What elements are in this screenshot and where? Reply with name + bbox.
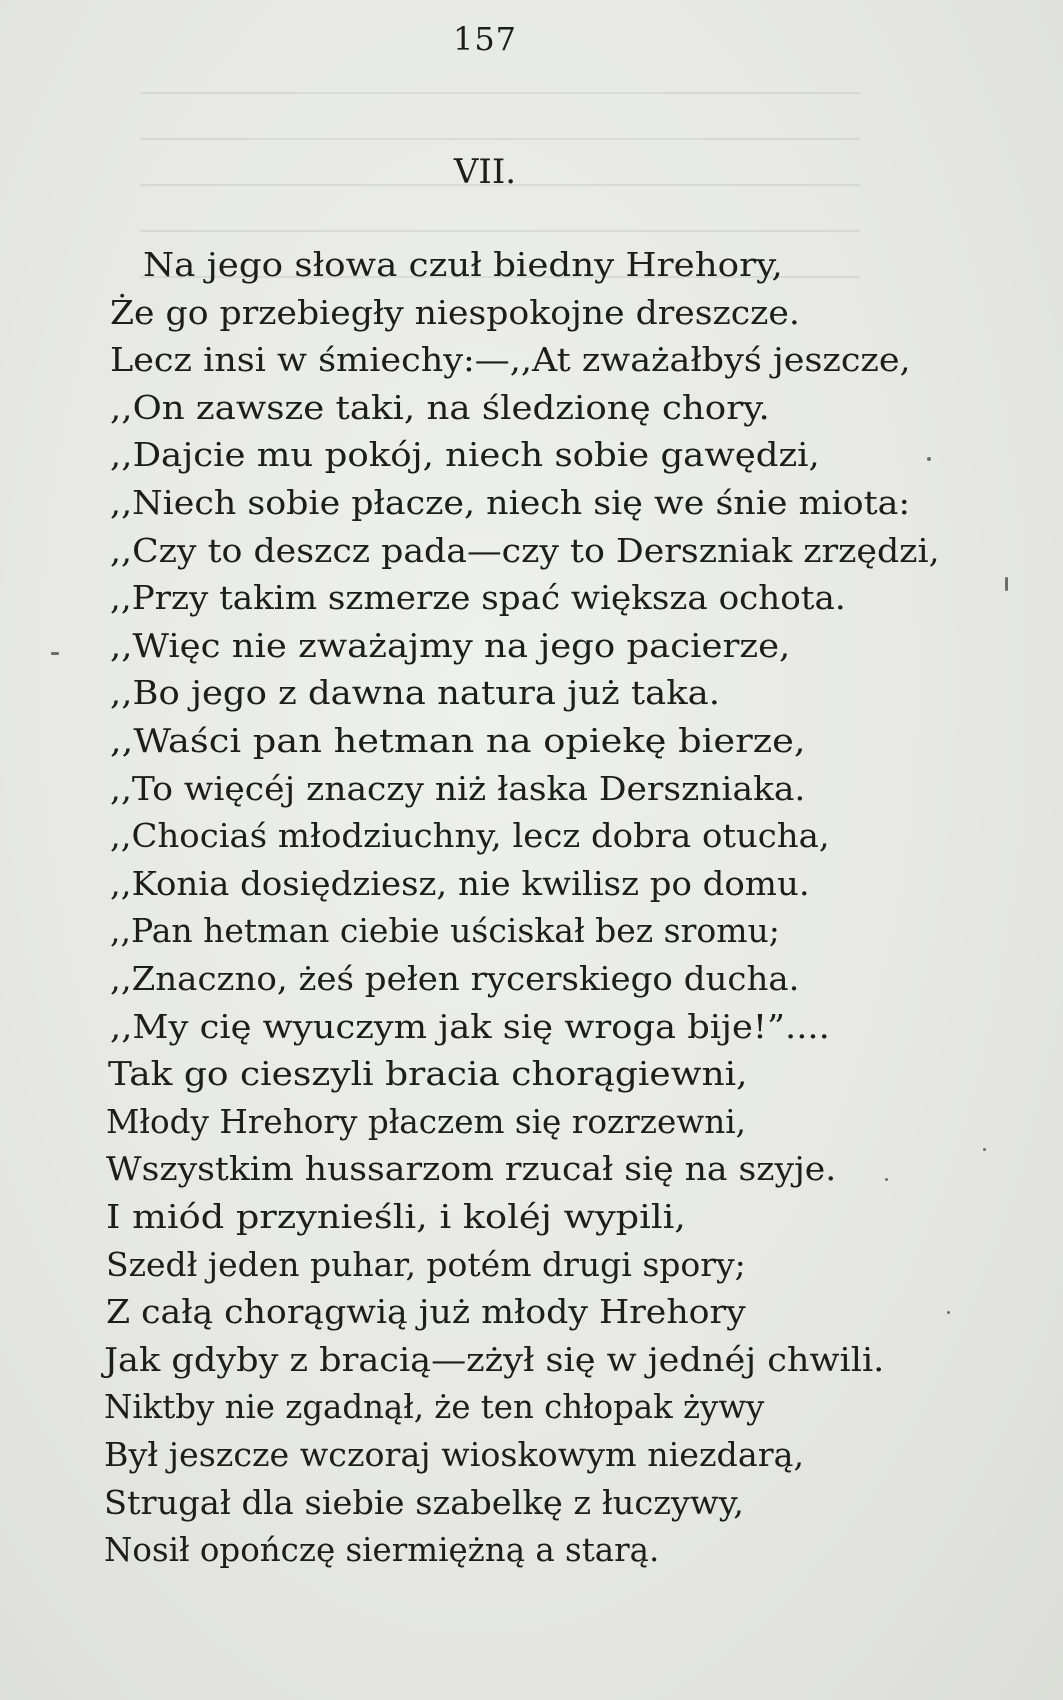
poem-line: Wszystkim hussarzom rzucał się na szyje. [106,1149,837,1189]
paper-speck [947,1311,950,1314]
paper-speck [51,652,59,655]
poem-line: ,,On zawsze taki, na śledzionę chory. [110,387,770,427]
poem-line: Szedł jeden puhar, potém drugi spory; [106,1244,746,1284]
poem-line: Nosił opończę siermiężną a starą. [104,1530,660,1570]
poem-line: ,,Bo jego z dawna natura już taka. [110,673,720,713]
poem-line: Że go przebiegły niespokojne dreszcze. [110,292,800,332]
poem-line: ,,Niech sobie płacze, niech się we śnie miota: [110,483,911,522]
poem-line: Był jeszcze wczoraj wioskowym niezdarą, [104,1435,805,1474]
paper-speck [983,1148,986,1151]
section-heading: VII. [453,152,517,192]
poem-line: ,,To więcéj znaczy niż łaska Derszniaka. [110,768,806,808]
poem-line: Tak go cieszyli bracia chorągiewni, [108,1054,748,1094]
poem-line: ,,Pan hetman ciebie uściskał bez sromu; [110,911,780,951]
poem-line: I miód przynieśli, i koléj wypili, [106,1197,686,1236]
poem-line: Na jego słowa czuł biedny Hrehory, [143,245,783,284]
poem-line: ,,My cię wyuczym jak się wroga bije!”.... [110,1006,830,1046]
paper-speck [927,457,931,461]
poem-line: Lecz insi w śmiechy:—,,At zważałbyś jeszcze, [110,340,911,380]
poem-line: ,,Chociaś młodziuchny, lecz dobra otucha, [110,816,830,856]
poem-line: ,,Konia dosiędziesz, nie kwilisz po domu. [110,863,810,903]
poem-line: ,,Znaczno, żeś pełen rycerskiego ducha. [110,959,800,998]
paper-speck [1005,577,1008,591]
poem-line: ,,Przy takim szmerze spać większa ochota. [110,578,846,618]
poem-line: ,,Dajcie mu pokój, niech sobie gawędzi, [110,435,820,475]
paper-speck [885,1178,888,1181]
poem-line: ,,Czy to deszcz pada—czy to Derszniak zrzędzi, [110,530,940,570]
poem-line: Młody Hrehory płaczem się rozrzewni, [106,1101,747,1141]
poem-line: Strugał dla siebie szabelkę z łuczywy, [104,1482,744,1522]
poem-line: ,,Więc nie zważajmy na jego pacierze, [110,625,791,665]
poem-line: Jak gdyby z bracią—zżył się w jednéj chwili. [104,1339,885,1379]
poem-line: ,,Waści pan hetman na opiekę bierze, [110,721,806,760]
poem-line: Niktby nie zgadnął, że ten chłopak żywy [104,1387,765,1427]
poem-line: Z całą chorągwią już młody Hrehory [106,1292,746,1332]
page-number: 157 [452,20,518,58]
